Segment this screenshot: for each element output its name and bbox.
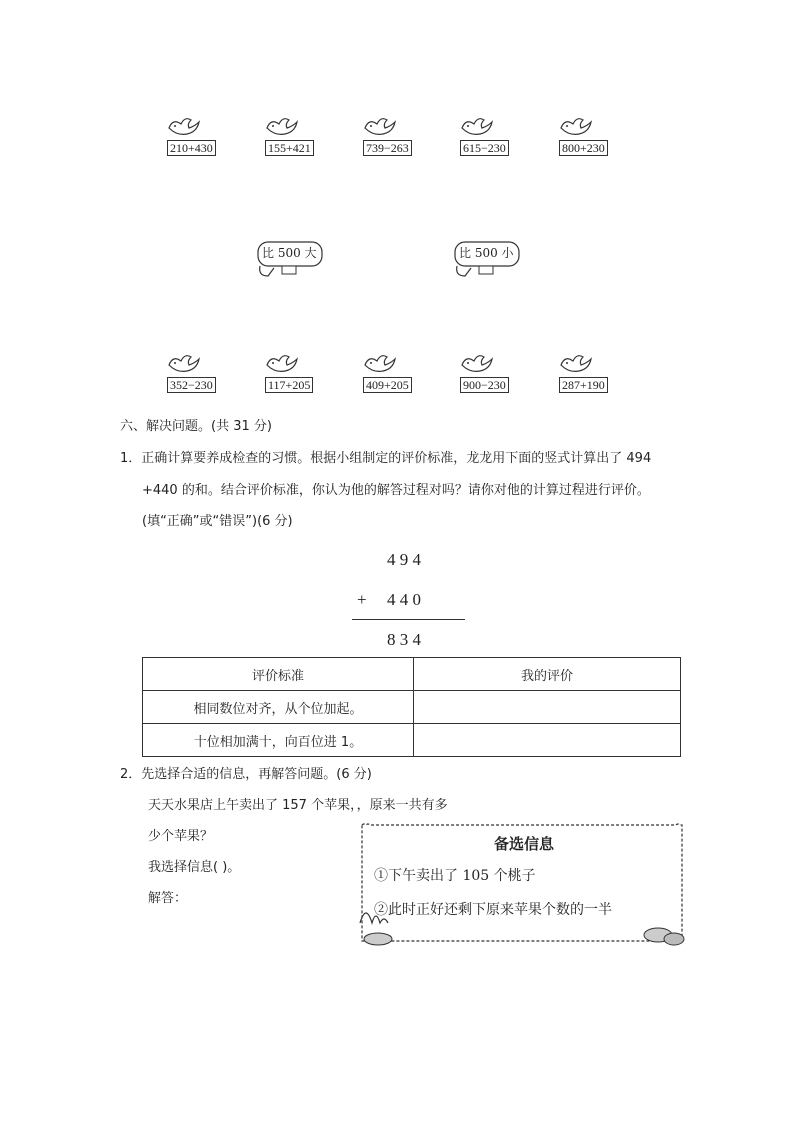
bird-icon: [261, 114, 301, 140]
table-row: [143, 691, 681, 724]
bird-card: [261, 114, 325, 160]
bird-icon: [261, 351, 301, 377]
q2-choose[interactable]: 我选择信息( )。: [148, 860, 241, 875]
expression: 409+205: [363, 377, 412, 393]
q1-line1: 1．正确计算要养成检查的习惯。根据小组制定的评价标准，龙龙用下面的竖式计算出了 494: [120, 451, 652, 466]
expression: 800+230: [559, 140, 608, 156]
q2-line1: 2．先选择合适的信息，再解答问题。(6 分): [120, 767, 372, 782]
expression: 155+421: [265, 140, 314, 156]
q1-line2: +440 的和。结合评价标准，你认为他的解答过程对吗？请你对他的计算过程进行评价。: [142, 483, 650, 498]
q2-answer[interactable]: 解答：: [148, 891, 188, 906]
bird-card: [359, 351, 423, 397]
bird-icon: [163, 351, 203, 377]
bird-icon: [456, 351, 496, 377]
table-row: [143, 724, 681, 757]
calc-addend-1: 4 9 4: [387, 550, 421, 569]
bird-card: [555, 114, 619, 160]
header-evaluation: 我的评价: [414, 658, 681, 691]
bird-card: [456, 114, 520, 160]
expression: 615−230: [460, 140, 509, 156]
expression: 117+205: [265, 377, 313, 393]
bird-card: [261, 351, 325, 397]
bird-icon: [359, 351, 399, 377]
evaluation-table: [142, 657, 681, 757]
expression: 900−230: [460, 377, 509, 393]
q1-line3: (填“正确”或“错误”)(6 分): [142, 514, 293, 529]
criteria-cell: 相同数位对齐，从个位加起。: [143, 691, 414, 724]
bird-icon: [359, 114, 399, 140]
mailbox-greater: [254, 238, 326, 278]
info-box-title: 备选信息: [493, 835, 554, 853]
expression: 352−230: [167, 377, 216, 393]
criteria-cell: 十位相加满十，向百位进 1。: [143, 724, 414, 757]
expression: 739−263: [363, 140, 412, 156]
calc-result: 8 3 4: [387, 630, 421, 649]
info-option-1[interactable]: ①下午卖出了 105 个桃子: [374, 868, 536, 884]
q2-body2: 少个苹果？: [148, 829, 214, 844]
calc-plus-sign: +: [357, 590, 367, 609]
calc-line: [352, 619, 465, 620]
calc-addend-2: 4 4 0: [387, 590, 421, 609]
mailbox-label: 比 500 小: [459, 246, 514, 260]
bird-card: [359, 114, 423, 160]
expression: 287+190: [559, 377, 608, 393]
bird-card: [555, 351, 619, 397]
bird-card: [163, 351, 227, 397]
bird-icon: [555, 114, 595, 140]
expression: 210+430: [167, 140, 216, 156]
section-title: 六、解决问题。(共 31 分): [120, 419, 272, 434]
bird-card: [163, 114, 227, 160]
header-criteria: 评价标准: [143, 658, 414, 691]
q2-body1: 天天水果店上午卖出了 157 个苹果，，原来一共有多: [148, 798, 448, 813]
evaluation-cell[interactable]: [414, 724, 681, 757]
mailbox-less: [451, 238, 523, 278]
info-box: [362, 823, 686, 943]
bird-icon: [456, 114, 496, 140]
bird-icon: [163, 114, 203, 140]
bird-card: [456, 351, 520, 397]
evaluation-cell[interactable]: [414, 691, 681, 724]
bird-icon: [555, 351, 595, 377]
mailbox-label: 比 500 大: [262, 246, 317, 260]
info-option-2[interactable]: ②此时正好还剩下原来苹果个数的一半: [374, 902, 612, 918]
